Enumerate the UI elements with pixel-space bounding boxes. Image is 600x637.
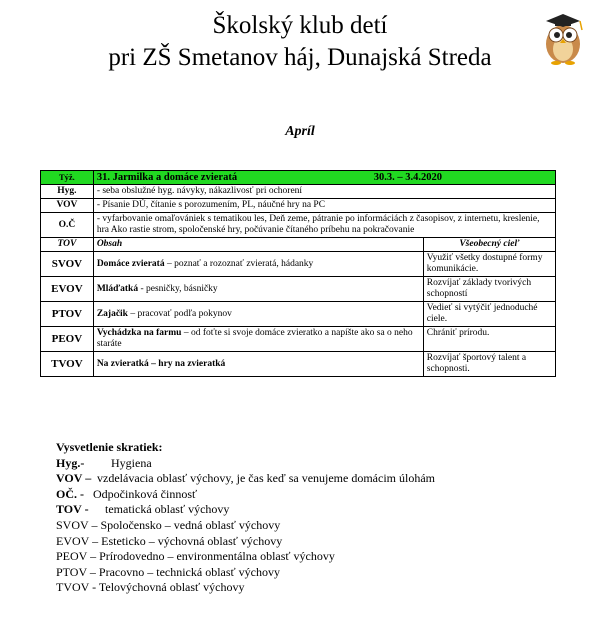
activity-row [41,277,556,302]
week-header [93,171,555,185]
row-text: - seba obslužné hyg. návyky, nákazlivosť pri ochorení [93,185,555,199]
activity-goal: Využiť všetky dostupné formy komunikácie. [423,252,555,277]
activity-goal: Rozvíjať športový talent a schopnosti. [423,352,555,377]
week-dates: 30.3. – 3.4.2020 [373,172,442,183]
activity-title: Na zvieratká – hry na zvieratká [96,358,226,369]
weekly-plan-table [40,170,556,377]
activity-code: SVOV [41,252,94,277]
activity-desc: – pracovať podľa pokynov [127,308,232,319]
row-code: Hyg. [41,185,94,199]
legend-item [56,518,435,534]
legend-abbr: SVOV – [56,517,98,532]
abbreviation-legend [56,440,435,596]
activity-code: PEOV [41,327,94,352]
activity-code: EVOV [41,277,94,302]
legend-item [56,487,435,503]
legend-item [56,580,435,596]
legend-abbr: VOV – [56,471,92,486]
activity-row [41,252,556,277]
legend-text: Prírodovedno – environmentálna oblasť výchovy [99,549,335,564]
col-header-obsah: Obsah [93,238,423,252]
row-code: O.Č [41,213,94,238]
week-title: 31. Jarmilka a domáce zvieratá [96,172,238,183]
activity-desc: – poznať a rozoznať zvieratá, hádanky [164,258,314,269]
legend-abbr: OČ. - [56,486,84,501]
legend-text: Pracovno – technická oblasť výchovy [98,564,280,579]
legend-item [56,456,435,472]
legend-item [56,471,435,487]
week-row [41,171,556,185]
legend-heading: Vysvetlenie skratiek: [56,440,163,454]
week-label: Týž. [41,171,94,185]
row-text: - Písanie DÚ, čítanie s porozumením, PL, náučné hry na PC [93,199,555,213]
legend-text: Odpočinková činnosť [93,486,198,501]
legend-text: tematická oblasť výchovy [105,502,230,517]
legend-abbr: PTOV – [56,564,96,579]
table-row [41,199,556,213]
activity-title: Domáce zvieratá [96,258,165,269]
page-title: Školský klub detí [212,12,388,39]
owl-graduate-icon [536,8,590,66]
activity-desc: - pesničky, básničky [138,283,218,294]
legend-text: vzdelávacia oblasť výchovy, je čas keď sa venujeme domácim úlohám [97,471,435,486]
activity-content [93,277,423,302]
legend-item [56,565,435,581]
page-subtitle: pri ZŠ Smetanov háj, Dunajská Streda [108,44,492,71]
legend-item [56,549,435,565]
activity-content [93,302,423,327]
row-text: - vyfarbovanie omaľovániek s tematikou les, Deň zeme, pátranie po informáciách z časopisov, z internetu, kreslenie, hra Ako rastie strom, spoločenské hry, počúvanie čítaného príbehu na pokračovanie [93,213,555,238]
col-header-tov: TOV [41,238,94,252]
legend-text: Hygiena [111,455,152,470]
activity-goal: Chrániť prírodu. [423,327,555,352]
activity-goal: Vedieť si vytýčiť jednoduché ciele. [423,302,555,327]
activity-code: TVOV [41,352,94,377]
month-heading: Apríl [285,124,315,139]
activity-row [41,302,556,327]
activity-desc: – od foťte si svoje domáce zvieratko a napíšte ako sa o neho staráte [96,328,413,349]
activity-content [93,352,423,377]
legend-item [56,502,435,518]
table-row [41,213,556,238]
legend-abbr: PEOV – [56,549,97,564]
legend-abbr: EVOV – [56,533,99,548]
legend-text: Telovýchovná oblasť výchovy [98,580,245,595]
activity-goal: Rozvíjať základy tvorivých schopností [423,277,555,302]
legend-abbr: Hyg.- [56,455,85,470]
activity-title: Vychádzka na farmu [96,328,182,338]
activity-row [41,352,556,377]
legend-item [56,534,435,550]
legend-abbr: TVOV - [56,580,97,595]
row-code: VOV [41,199,94,213]
legend-abbr: TOV - [56,502,89,517]
col-header-ciel: Všeobecný cieľ [423,238,555,252]
activity-content [93,252,423,277]
activity-row [41,327,556,352]
activity-code: PTOV [41,302,94,327]
activity-content [93,327,423,352]
legend-text: Spoločensko – vedná oblasť výchovy [100,517,281,532]
table-row [41,185,556,199]
legend-text: Esteticko – výchovná oblasť výchovy [101,533,283,548]
activity-title: Mláďatká [96,283,139,294]
column-header-row [41,238,556,252]
activity-title: Zajačik [96,308,128,319]
